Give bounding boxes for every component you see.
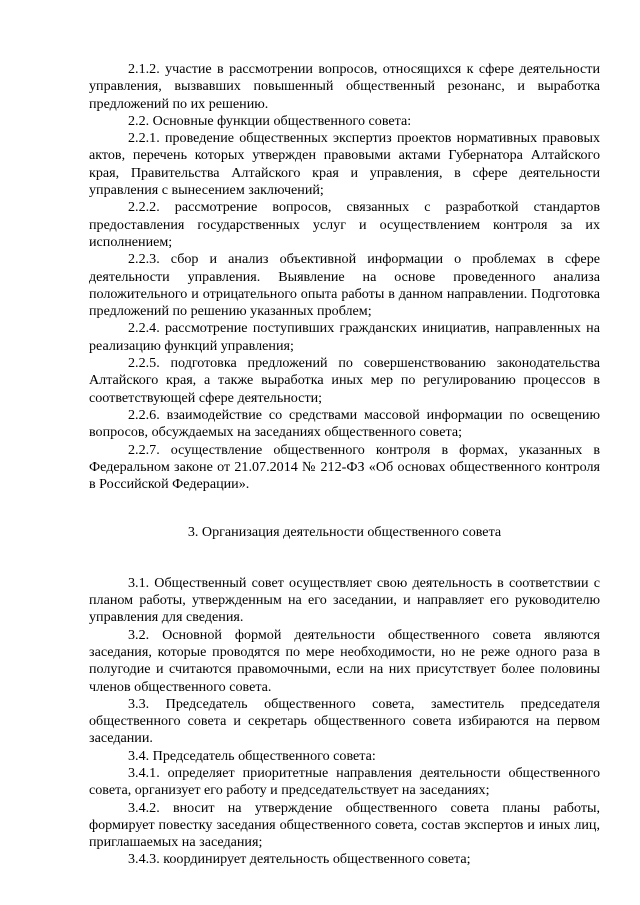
section-2-continuation <box>89 61 600 493</box>
paragraph-2-1-2: 2.1.2. участие в рассмотрении вопросов, относящихся к сфере деятельности управления, вызвавших повышенный общественный резонанс, и выработка предложений по их решению. <box>89 61 600 112</box>
section-3-heading: 3. Организация деятельности общественного совета <box>187 524 502 541</box>
paragraph-2-2-6: 2.2.6. взаимодействие со средствами массовой информации по освещению вопросов, обсуждаемых на заседаниях общественного совета; <box>89 406 600 441</box>
paragraph-2-2-4: 2.2.4. рассмотрение поступивших гражданских инициатив, направленных на реализацию функций управления; <box>89 320 600 354</box>
paragraph-3-2: 3.2. Основной формой деятельности общественного совета являются заседания, которые проводятся по мере необходимости, но не реже одного раза в полугодие и считаются правомочными, если на них присутствует более половины членов общественного совета. <box>89 626 600 695</box>
paragraph-3-4-3: 3.4.3. координирует деятельность общественного совета; <box>128 851 471 868</box>
paragraph-3-4-1: 3.4.1. определяет приоритетные направления деятельности общественного совета, организует его работу и председательствует на заседаниях; <box>89 764 600 799</box>
paragraph-2-2-2: 2.2.2. рассмотрение вопросов, связанных с разработкой стандартов предоставления государственных услуг и осуществлением контроля за их исполнением; <box>89 199 600 250</box>
section-3 <box>89 575 600 869</box>
paragraph-3-4-2: 3.4.2. вносит на утверждение общественного совета планы работы, формирует повестку заседания общественного совета, состав экспертов и иных лиц, приглашаемых на заседания; <box>89 799 600 851</box>
paragraph-3-4: 3.4. Председатель общественного совета: <box>128 747 376 764</box>
paragraph-2-2: 2.2. Основные функции общественного совета: <box>128 112 412 129</box>
paragraph-2-2-3: 2.2.3. сбор и анализ объективной информации о проблемах в сфере деятельности управления. Выявление на основе проведенного анализа положительного и отрицательного опыта работы в данном направлении. Подготовка предложений по решению указанных проблем; <box>89 251 600 320</box>
paragraph-3-3: 3.3. Председатель общественного совета, заместитель председателя общественного совета и секретарь общественного совета избираются на первом заседании. <box>89 695 600 747</box>
paragraph-3-1: 3.1. Общественный совет осуществляет свою деятельность в соответствии с планом работы, утвержденным на его заседании, и направляет его руководителю управления для сведения. <box>89 574 600 626</box>
paragraph-2-2-1: 2.2.1. проведение общественных экспертиз проектов нормативных правовых актов, перечень которых утвержден правовыми актами Губернатора Алтайского края, Правительства Алтайского края и управления, в сфере деятельности управления с вынесением заключений; <box>89 130 600 199</box>
paragraph-2-2-5: 2.2.5. подготовка предложений по совершенствованию законодательства Алтайского края, а также выработка иных мер по регулированию процессов в соответствующей сфере деятельности; <box>89 355 600 406</box>
paragraph-2-2-7: 2.2.7. осуществление общественного контроля в формах, указанных в Федеральном законе от 21.07.2014 № 212-ФЗ «Об основах общественного контроля в Российской Федерации». <box>89 441 600 493</box>
